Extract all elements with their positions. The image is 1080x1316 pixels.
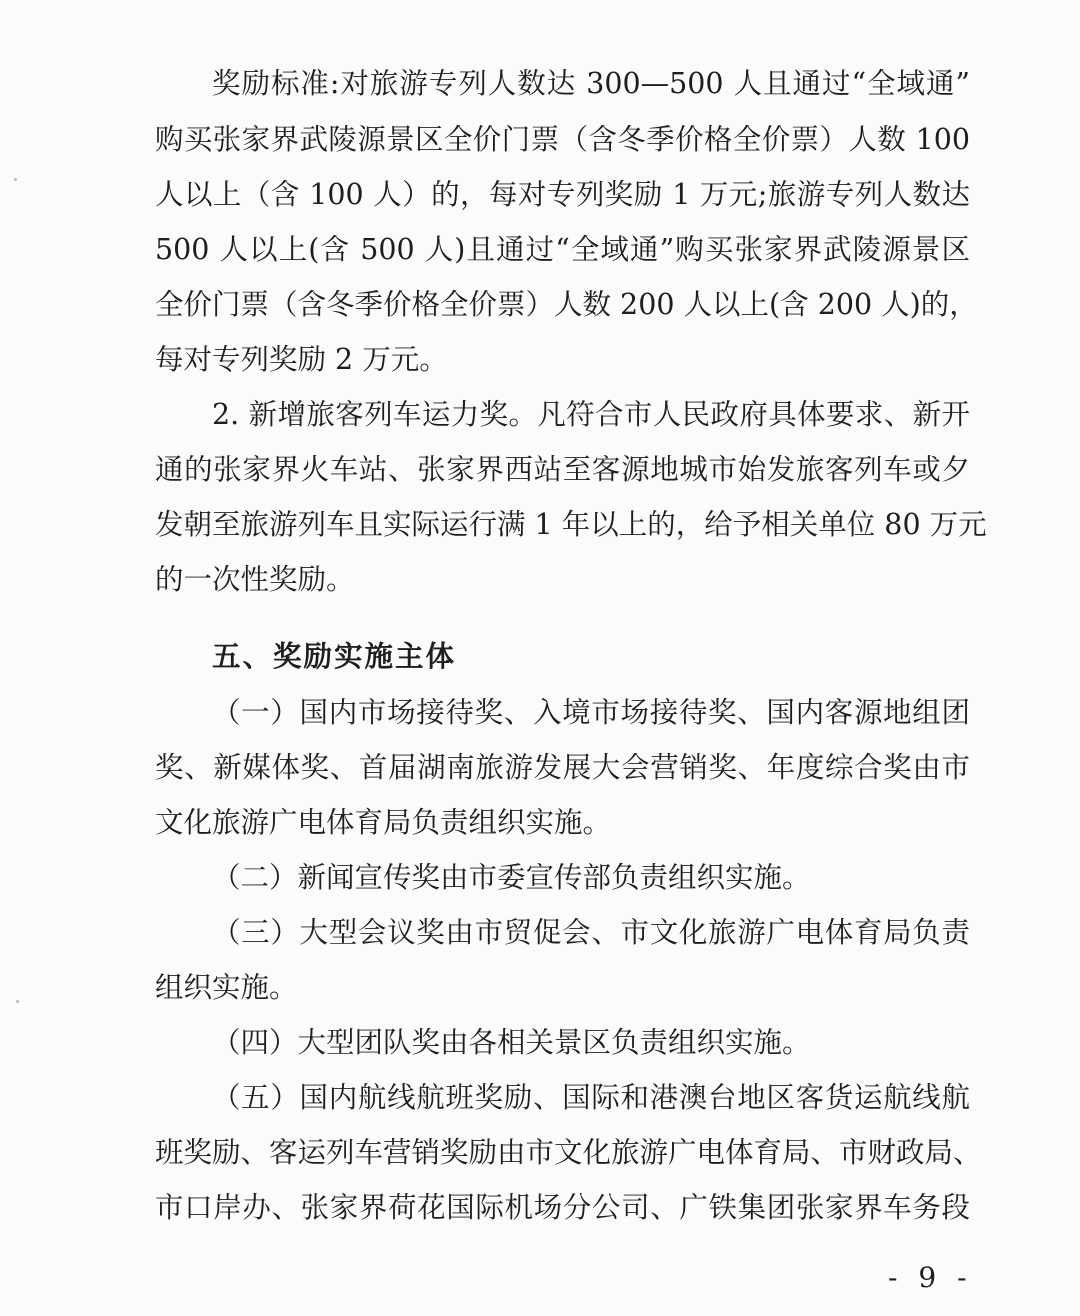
scan-speck (14, 178, 17, 181)
text-line: 购买张家界武陵源景区全价门票（含冬季价格全价票）人数 100 (155, 123, 970, 156)
text-line: 2. 新增旅客列车运力奖。凡符合市人民政府具体要求、新开 (212, 398, 970, 431)
section-heading: 五、奖励实施主体 (212, 640, 457, 673)
text-line: （三）大型会议奖由市贸促会、市文化旅游广电体育局负责 (212, 916, 970, 949)
text-line: 奖励标准:对旅游专列人数达 300—500 人且通过“全域通” (212, 67, 970, 100)
text-line: 市口岸办、张家界荷花国际机场分公司、广铁集团张家界车务段 (155, 1191, 970, 1224)
text-line: （四）大型团队奖由各相关景区负责组织实施。 (212, 1026, 811, 1059)
text-line: 发朝至旅游列车且实际运行满 1 年以上的，给予相关单位 80 万元 (155, 508, 987, 541)
text-line: 文化旅游广电体育局负责组织实施。 (155, 806, 612, 839)
text-line: 每对专列奖励 2 万元。 (155, 343, 448, 376)
text-line: 班奖励、客运列车营销奖励由市文化旅游广电体育局、市财政局、 (155, 1136, 982, 1169)
text-line: （一）国内市场接待奖、入境市场接待奖、国内客源地组团 (212, 696, 970, 729)
text-line: 组织实施。 (155, 971, 298, 1004)
scan-speck (16, 1000, 19, 1003)
text-line: 奖、新媒体奖、首届湖南旅游发展大会营销奖、年度综合奖由市 (155, 751, 970, 784)
text-line: 全价门票（含冬季价格全价票）人数 200 人以上(含 200 人)的， (155, 288, 978, 321)
text-line: 通的张家界火车站、张家界西站至客源地城市始发旅客列车或夕 (155, 453, 970, 486)
text-line: 的一次性奖励。 (155, 563, 355, 596)
text-line: 500 人以上(含 500 人)且通过“全域通”购买张家界武陵源景区 (155, 233, 970, 266)
text-line: （二）新闻宣传奖由市委宣传部负责组织实施。 (212, 861, 811, 894)
text-line: 人以上（含 100 人）的，每对专列奖励 1 万元;旅游专列人数达 (155, 178, 970, 211)
text-line: （五）国内航线航班奖励、国际和港澳台地区客货运航线航 (212, 1081, 970, 1114)
page-number: - 9 - (888, 1261, 973, 1294)
